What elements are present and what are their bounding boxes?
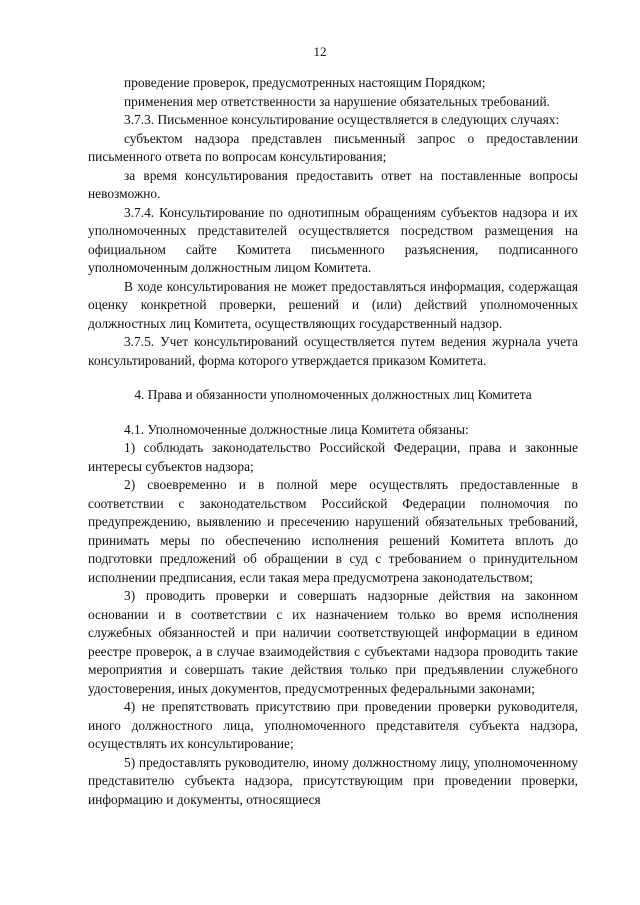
paragraph: 3.7.3. Письменное консультирование осуществляется в следующих случаях: (124, 112, 560, 127)
paragraph: 3.7.4. Консультирование по однотипным обращениям субъектов надзора и их уполномоченных представителей осуществляется посредством размещения на официальном сайте Комитета письменного разъяснения, подписанного уполномоченным должностным лицом Комитета. (88, 204, 578, 275)
paragraph: 1) соблюдать законодательство Российской Федерации, права и законные интересы субъектов надзора; (88, 440, 578, 474)
paragraph: субъектом надзора представлен письменный запрос о предоставлении письменного ответа по вопросам консультирования; (88, 130, 578, 164)
paragraph: 4.1. Уполномоченные должностные лица Комитета обязаны: (124, 421, 469, 437)
paragraph: за время консультирования предоставить ответ на поставленные вопросы невозможно. (88, 167, 578, 201)
paragraph: проведение проверок, предусмотренных настоящим Порядком; (124, 75, 486, 90)
paragraph: 4) не препятствовать присутствию при проведении проверки руководителя, иного должностного лица, уполномоченного представителя субъекта надзора, осуществлять их консультирование; (88, 699, 578, 751)
paragraph: 5) предоставлять руководителю, иному должностному лицу, уполномоченному представителю субъекта надзора, присутствующим при проведении проверки, информацию и документы, относящиеся (88, 754, 578, 807)
paragraph: В ходе консультирования не может предоставляться информация, содержащая оценку конкретной проверки, решений и (или) действий уполномоченных должностных лиц Комитета, осуществляющих государственный надзор. (88, 278, 578, 331)
paragraph: 3) проводить проверки и совершать надзорные действия на законном основании и в соответствии с их назначением только во время исполнения служебных обязанностей и при наличии соответствующей информации в едином реестре проверок, а в случае взаимодействия с субъектами надзора проводить такие мероприятия и совершать такие действия только при предъявлении служебного удостоверения, иных документов, предусмотренных федеральными законами; (88, 588, 578, 696)
paragraph: 3.7.5. Учет консультирований осуществляется путем ведения журнала учета консультирований, форма которого утверждается приказом Комитета. (88, 334, 578, 368)
paragraph: 2) своевременно и в полной мере осуществлять предоставленные в соответствии с законодательством Российской Федерации полномочия по предупреждению, выявлению и пресечению нарушений обязательных требований, принимать меры по обеспечению исполнения решений Комитета вплоть до подготовки предложений об обращении в суд с требованием о принудительном исполнении предписания, если такая мера предусмотрена законодательством; (88, 477, 578, 585)
page-number: 12 (313, 44, 327, 59)
paragraph: применения мер ответственности за нарушение обязательных требований. (124, 93, 550, 109)
document-body (88, 74, 578, 809)
section-heading: 4. Права и обязанности уполномоченных должностных лиц Комитета (134, 387, 532, 402)
